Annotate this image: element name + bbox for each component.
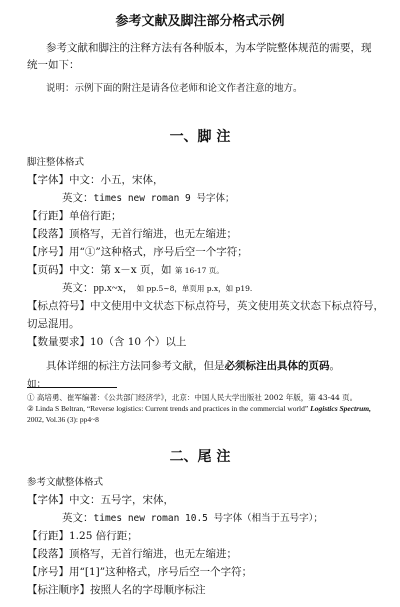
footnote-count-label: 【数量要求】 <box>27 336 90 348</box>
footnote-page-cn-a: 中文：第 x－x 页，如 <box>69 264 172 276</box>
footnote-para-label: 【段落】 <box>27 228 69 240</box>
footnote-para-value: 顶格写，无首行缩进，也无左缩进； <box>69 228 237 240</box>
endnote-font-en-value: times new roman 10.5 号字体（相当于五号字）； <box>93 513 323 524</box>
footnote-page-en-c: 如 pp.5~8，单页用 p.x，如 p19. <box>136 284 253 293</box>
footnote-page-row <box>27 262 224 277</box>
intro-line-2: 统一如下： <box>27 59 80 71</box>
footnote-count-row <box>27 334 186 349</box>
endnote-para-value: 顶格写，无首行缩进，也无左缩进； <box>69 548 237 560</box>
footnote-detail-row <box>46 358 340 373</box>
footnote-seq-value: 用“①”这种格式，序号后空一个字符； <box>69 246 248 258</box>
endnote-line-row <box>27 528 138 543</box>
footnote-example-1: ① 高培勇、崔军编著：《公共部门经济学》，北京：中国人民大学出版社 2002 年版，第 43-44 页。 <box>27 393 358 402</box>
footnote-punct-value-1: 中文使用中文状态下标点符号，英文使用英文状态下标点符号， <box>90 300 384 312</box>
endnote-order-row <box>27 582 206 597</box>
section-heading-footnotes: 一、脚 注 <box>169 129 231 145</box>
footnote-seq-row <box>27 244 248 259</box>
footnote-example-2 <box>27 404 371 413</box>
footnote-detail-a: 具体详细的标注方法同参考文献，但是 <box>46 360 225 372</box>
endnote-font-row <box>27 492 174 507</box>
endnote-line-value: 1.25 倍行距； <box>69 530 138 542</box>
footnote-para-row <box>27 226 237 241</box>
footnote-detail-c: 。 <box>329 360 340 372</box>
footnote-font-en-value: times new roman 9 号字体； <box>93 193 235 204</box>
footnote-page-cn-b: 第 16-17 页。 <box>174 266 224 275</box>
note-text: 说明：示例下面的附注是请各位老师和论文作者注意的地方。 <box>46 83 303 94</box>
intro-line-1: 参考文献和脚注的注释方法有各种版本，为本学院整体规范的需要，现 <box>46 42 372 54</box>
footnote-font-en-row <box>62 190 234 205</box>
endnote-font-cn: 中文：五号字，宋体， <box>69 494 174 506</box>
footnote-example-2-a: ② Linda S Beltran, “Reverse logistics: Current trends and practices in the commercial world” <box>27 404 309 413</box>
endnote-font-en-row <box>62 510 323 525</box>
footnote-subheading: 脚注整体格式 <box>27 157 85 168</box>
document-title: 参考文献及脚注部分格式示例 <box>115 14 285 29</box>
footnote-seq-label: 【序号】 <box>27 246 69 258</box>
footnote-line-value: 单倍行距； <box>69 210 122 222</box>
section-heading-endnotes: 二、尾 注 <box>169 449 231 465</box>
endnote-para-label: 【段落】 <box>27 548 69 560</box>
endnote-font-label: 【字体】 <box>27 494 69 506</box>
footnote-line-row <box>27 208 122 223</box>
endnote-line-label: 【行距】 <box>27 530 69 542</box>
endnote-seq-label: 【序号】 <box>27 566 69 578</box>
footnote-example-2-c: 2002, Vol.36 (3): pp4~8 <box>27 415 99 424</box>
footnote-detail-b: 必须标注出具体的页码 <box>224 360 330 372</box>
endnote-seq-row <box>27 564 252 579</box>
footnote-font-en-prefix: 英文： <box>62 192 94 204</box>
footnote-page-en-a: 英文： <box>62 282 94 294</box>
footnote-font-label: 【字体】 <box>27 174 69 186</box>
endnote-font-en-prefix: 英文： <box>62 512 94 524</box>
footnote-count-value: 10（含 10 个）以上 <box>90 336 187 348</box>
footnote-line-label: 【行距】 <box>27 210 69 222</box>
footnote-example-label: 如： <box>27 379 47 390</box>
footnote-punct-row <box>27 298 384 313</box>
footnote-font-row <box>27 172 164 187</box>
endnote-para-row <box>27 546 237 561</box>
endnote-order-value: 按照人名的字母顺序标注 <box>90 584 206 596</box>
endnote-order-label: 【标注顺序】 <box>27 584 90 596</box>
footnote-font-cn: 中文：小五，宋体， <box>69 174 164 186</box>
footnote-punct-row-2: 切忌混用。 <box>27 318 80 330</box>
footnote-separator-rule <box>27 387 117 388</box>
endnote-seq-value: 用“[1]”这种格式，序号后空一个字符； <box>69 566 253 578</box>
footnote-punct-label: 【标点符号】 <box>27 300 90 312</box>
footnote-page-en-b: pp.x~x， <box>93 283 134 294</box>
footnote-page-en-row <box>62 280 252 295</box>
footnote-page-label: 【页码】 <box>27 264 69 276</box>
footnote-example-2-b: Logistics Spectrum, <box>310 404 371 413</box>
endnote-subheading: 参考文献整体格式 <box>27 477 104 488</box>
